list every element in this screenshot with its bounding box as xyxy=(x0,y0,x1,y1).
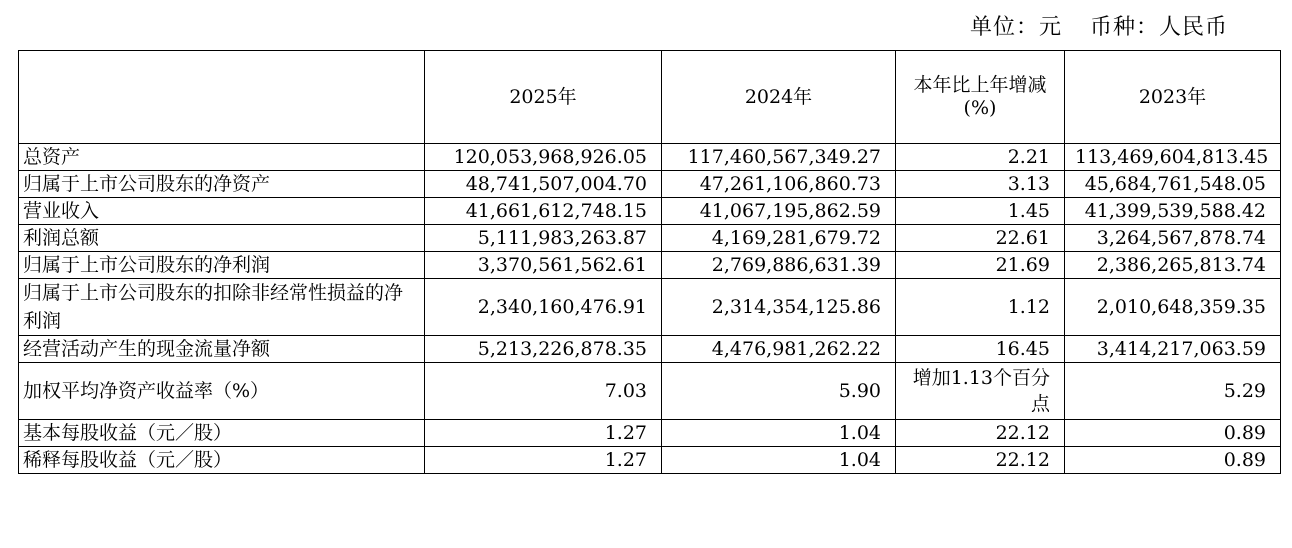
table-header-row xyxy=(19,51,1281,144)
value-2024: 2,314,354,125.86 xyxy=(662,279,896,336)
row-label: 营业收入 xyxy=(19,198,425,225)
value-2025: 41,661,612,748.15 xyxy=(425,198,662,225)
table-row xyxy=(19,144,1281,171)
financial-indicators-table xyxy=(18,50,1281,474)
row-label: 归属于上市公司股东的净资产 xyxy=(19,171,425,198)
value-2023: 2,010,648,359.35 xyxy=(1065,279,1281,336)
value-change: 16.45 xyxy=(896,336,1065,363)
header-year-2023: 2023年 xyxy=(1065,51,1281,144)
value-change: 1.12 xyxy=(896,279,1065,336)
table-row xyxy=(19,252,1281,279)
row-label: 加权平均净资产收益率（%） xyxy=(19,363,425,420)
row-label: 归属于上市公司股东的扣除非经常性损益的净利润 xyxy=(19,279,425,336)
table-row xyxy=(19,363,1281,420)
value-2025: 5,111,983,263.87 xyxy=(425,225,662,252)
value-2024: 41,067,195,862.59 xyxy=(662,198,896,225)
value-2024: 4,476,981,262.22 xyxy=(662,336,896,363)
row-label: 归属于上市公司股东的净利润 xyxy=(19,252,425,279)
value-2025: 7.03 xyxy=(425,363,662,420)
table-row xyxy=(19,198,1281,225)
value-change: 21.69 xyxy=(896,252,1065,279)
row-label: 基本每股收益（元／股） xyxy=(19,420,425,447)
table-row xyxy=(19,447,1281,474)
value-change: 2.21 xyxy=(896,144,1065,171)
value-2024: 5.90 xyxy=(662,363,896,420)
value-2024: 47,261,106,860.73 xyxy=(662,171,896,198)
value-2024: 1.04 xyxy=(662,420,896,447)
value-2023: 0.89 xyxy=(1065,420,1281,447)
header-change-percent: 本年比上年增减(%) xyxy=(896,51,1065,144)
value-2023: 0.89 xyxy=(1065,447,1281,474)
table-row xyxy=(19,279,1281,336)
value-2025: 1.27 xyxy=(425,420,662,447)
value-2025: 48,741,507,004.70 xyxy=(425,171,662,198)
value-2025: 120,053,968,926.05 xyxy=(425,144,662,171)
value-change: 22.12 xyxy=(896,447,1065,474)
value-change: 1.45 xyxy=(896,198,1065,225)
value-2023: 45,684,761,548.05 xyxy=(1065,171,1281,198)
value-2023: 5.29 xyxy=(1065,363,1281,420)
header-year-2025: 2025年 xyxy=(425,51,662,144)
table-row xyxy=(19,336,1281,363)
table-row xyxy=(19,171,1281,198)
unit-currency-line xyxy=(970,10,1228,41)
row-label: 稀释每股收益（元／股） xyxy=(19,447,425,474)
value-2024: 117,460,567,349.27 xyxy=(662,144,896,171)
value-change: 22.61 xyxy=(896,225,1065,252)
value-2023: 2,386,265,813.74 xyxy=(1065,252,1281,279)
value-2025: 5,213,226,878.35 xyxy=(425,336,662,363)
value-2024: 4,169,281,679.72 xyxy=(662,225,896,252)
table-row xyxy=(19,225,1281,252)
value-2024: 2,769,886,631.39 xyxy=(662,252,896,279)
value-2023: 3,414,217,063.59 xyxy=(1065,336,1281,363)
value-2023: 41,399,539,588.42 xyxy=(1065,198,1281,225)
value-2023: 113,469,604,813.45 xyxy=(1065,144,1281,171)
table-row xyxy=(19,420,1281,447)
row-label: 总资产 xyxy=(19,144,425,171)
unit-label: 单位：元 xyxy=(969,15,1062,40)
currency-label: 币种：人民币 xyxy=(1089,15,1228,40)
row-label: 利润总额 xyxy=(19,225,425,252)
value-change: 增加1.13个百分点 xyxy=(896,363,1065,420)
value-2025: 1.27 xyxy=(425,447,662,474)
value-2025: 2,340,160,476.91 xyxy=(425,279,662,336)
value-2023: 3,264,567,878.74 xyxy=(1065,225,1281,252)
value-2025: 3,370,561,562.61 xyxy=(425,252,662,279)
value-change: 3.13 xyxy=(896,171,1065,198)
header-empty-cell xyxy=(19,51,425,144)
value-change: 22.12 xyxy=(896,420,1065,447)
header-year-2024: 2024年 xyxy=(662,51,896,144)
row-label: 经营活动产生的现金流量净额 xyxy=(19,336,425,363)
value-2024: 1.04 xyxy=(662,447,896,474)
